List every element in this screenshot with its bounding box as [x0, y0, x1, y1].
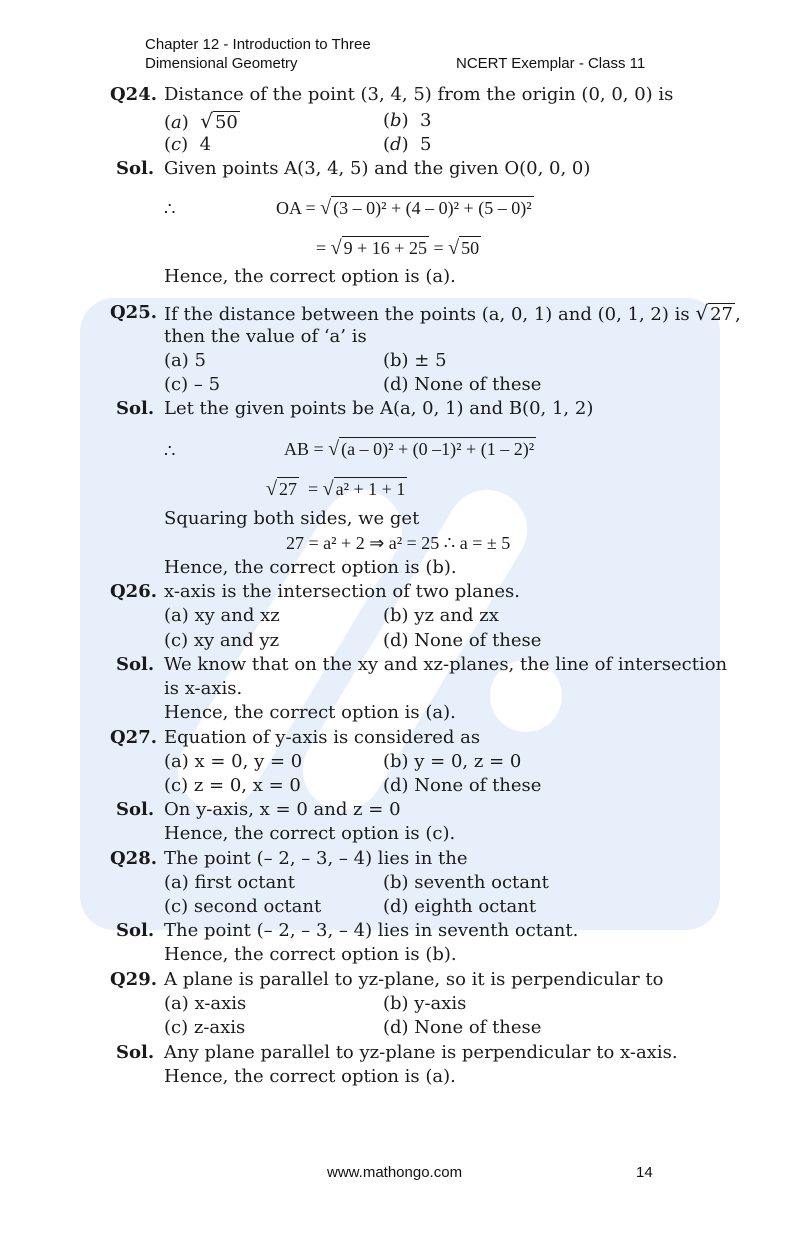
chapter-title-line1: Chapter 12 - Introduction to Three: [145, 36, 371, 53]
equation-line: √ 27 = √ a² + 1 + 1: [266, 478, 406, 500]
question-label: Q25.: [110, 302, 157, 323]
equation-line: 27 = a² + 2 ⇒ a² = 25 ∴ a = ± 5: [286, 533, 511, 553]
option-a: (a) xy and xz: [164, 605, 280, 626]
option-a: (a) 5: [164, 350, 206, 371]
option-a: (a) √ 50: [164, 109, 238, 133]
question-text: If the distance between the points (a, 0, 1) and (0, 1, 2) is √ 27 ,: [164, 301, 741, 325]
solution-label: Sol.: [116, 1042, 155, 1063]
solution-label: Sol.: [116, 398, 155, 419]
answer-text: Hence, the correct option is (c).: [164, 823, 456, 844]
question-text: x-axis is the intersection of two planes.: [164, 581, 521, 602]
book-title: NCERT Exemplar - Class 11: [456, 55, 646, 72]
answer-text: Hence, the correct option is (b).: [164, 557, 457, 578]
page-number: 14: [636, 1164, 653, 1181]
option-d: (d) None of these: [383, 1017, 542, 1038]
question-label: Q27.: [110, 727, 157, 748]
question-text: Distance of the point (3, 4, 5) from the origin (0, 0, 0) is: [164, 84, 674, 105]
solution-text: On y-axis, x = 0 and z = 0: [164, 799, 401, 820]
answer-text: Hence, the correct option is (a).: [164, 1066, 456, 1087]
question-label: Q26.: [110, 581, 157, 602]
option-c: (c) z-axis: [164, 1017, 246, 1038]
question-text: A plane is parallel to yz-plane, so it is perpendicular to: [164, 969, 664, 990]
solution-text: Given points A(3, 4, 5) and the given O(0, 0, 0): [164, 158, 591, 179]
equation-line: = √ 9 + 16 + 25 = √ 50: [316, 237, 480, 259]
option-d: (d) None of these: [383, 775, 542, 796]
solution-label: Sol.: [116, 799, 155, 820]
question-text: then the value of ‘a’ is: [164, 326, 367, 347]
option-c: (c) – 5: [164, 374, 221, 395]
option-c: (c) xy and yz: [164, 630, 280, 651]
option-b: (b) ± 5: [383, 350, 447, 371]
chapter-title-line2: Dimensional Geometry: [145, 55, 298, 72]
option-b: (b) 3: [383, 110, 432, 131]
answer-text: Hence, the correct option is (b).: [164, 944, 457, 965]
answer-text: Hence, the correct option is (a).: [164, 702, 456, 723]
option-b: (b) yz and zx: [383, 605, 499, 626]
question-label: Q29.: [110, 969, 157, 990]
option-d: (d) None of these: [383, 374, 542, 395]
option-a: (a) x-axis: [164, 993, 247, 1014]
solution-text: is x-axis.: [164, 678, 243, 699]
therefore-symbol: ∴: [164, 441, 176, 461]
question-text: Equation of y-axis is considered as: [164, 727, 481, 748]
option-d: (d) eighth octant: [383, 896, 537, 917]
question-label: Q28.: [110, 848, 157, 869]
solution-text: Any plane parallel to yz-plane is perpendicular to x-axis.: [164, 1042, 678, 1063]
option-c: (c) 4: [164, 134, 212, 155]
equation-line: OA = √ (3 – 0)² + (4 – 0)² + (5 – 0)²: [276, 197, 532, 219]
option-d: (d) 5: [383, 134, 432, 155]
option-b: (b) y = 0, z = 0: [383, 751, 522, 772]
footer-website-link[interactable]: www.mathongo.com: [327, 1164, 463, 1181]
solution-text: Let the given points be A(a, 0, 1) and B(0, 1, 2): [164, 398, 594, 419]
solution-label: Sol.: [116, 654, 155, 675]
option-a: (a) first octant: [164, 872, 296, 893]
option-d: (d) None of these: [383, 630, 542, 651]
option-b: (b) seventh octant: [383, 872, 549, 893]
solution-text: We know that on the xy and xz-planes, the line of intersection: [164, 654, 728, 675]
solution-label: Sol.: [116, 158, 155, 179]
question-text: The point (– 2, – 3, – 4) lies in the: [164, 848, 468, 869]
solution-label: Sol.: [116, 920, 155, 941]
answer-text: Hence, the correct option is (a).: [164, 266, 456, 287]
equation-line: AB = √ (a – 0)² + (0 –1)² + (1 – 2)²: [284, 438, 535, 460]
solution-text: The point (– 2, – 3, – 4) lies in seventh octant.: [164, 920, 579, 941]
question-label: Q24.: [110, 84, 157, 105]
option-c: (c) second octant: [164, 896, 322, 917]
solution-text: Squaring both sides, we get: [164, 508, 420, 529]
option-b: (b) y-axis: [383, 993, 467, 1014]
therefore-symbol: ∴: [164, 199, 176, 219]
option-c: (c) z = 0, x = 0: [164, 775, 301, 796]
option-a: (a) x = 0, y = 0: [164, 751, 303, 772]
